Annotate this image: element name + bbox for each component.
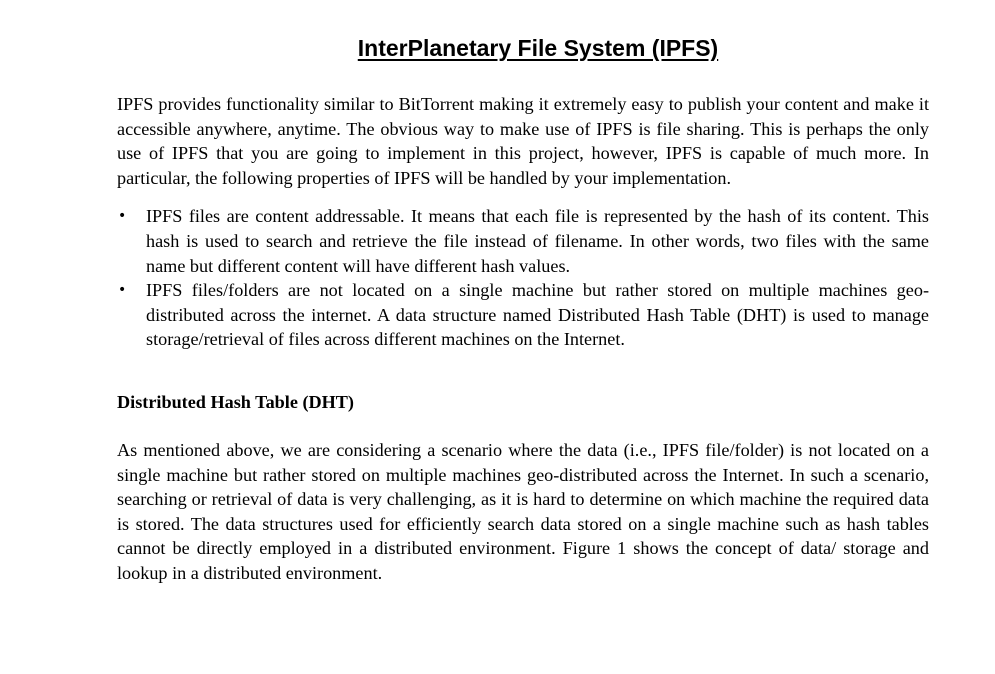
list-item-text: IPFS files/folders are not located on a single machine but rather stored on multiple machines geo-distributed across the internet. A data structure named Distributed Hash Table (DHT) is used to manage storage/retrieval of files across different machines on the Internet. bbox=[146, 280, 929, 350]
section-heading: Distributed Hash Table (DHT) bbox=[117, 391, 354, 412]
document-title: InterPlanetary File System (IPFS) bbox=[357, 35, 719, 61]
bullet-icon: • bbox=[118, 282, 127, 299]
list-item bbox=[117, 204, 929, 278]
intro-paragraph: IPFS provides functionality similar to BitTorrent making it extremely easy to publish your content and make it accessible anywhere, anytime. The obvious way to make use of IPFS is file sharing. This is perhaps the only use of IPFS that you are going to implement in this project, however, IPFS is capable of much more. In particular, the following properties of IPFS will be handled by your implementation. bbox=[117, 94, 929, 188]
list-item-text: IPFS files are content addressable. It means that each file is represented by the hash of its content. This hash is used to search and retrieve the file instead of filename. In other words, two files with the same name but different content will have different hash values. bbox=[146, 206, 929, 276]
bullet-icon: • bbox=[118, 208, 127, 225]
list-item bbox=[117, 278, 929, 352]
properties-list bbox=[117, 204, 929, 352]
document-page bbox=[117, 30, 929, 586]
section-paragraph: As mentioned above, we are considering a scenario where the data (i.e., IPFS file/folder) is not located on a single machine but rather stored on multiple machines geo-distributed across the Internet. In such a scenario, searching or retrieval of data is very challenging, as it is hard to determine on which machine the required data is stored. The data structures used for efficiently search data stored on a single machine such as hash tables cannot be directly employed in a distributed environment. Figure 1 shows the concept of data/ storage and lookup in a distributed environment. bbox=[117, 439, 929, 583]
